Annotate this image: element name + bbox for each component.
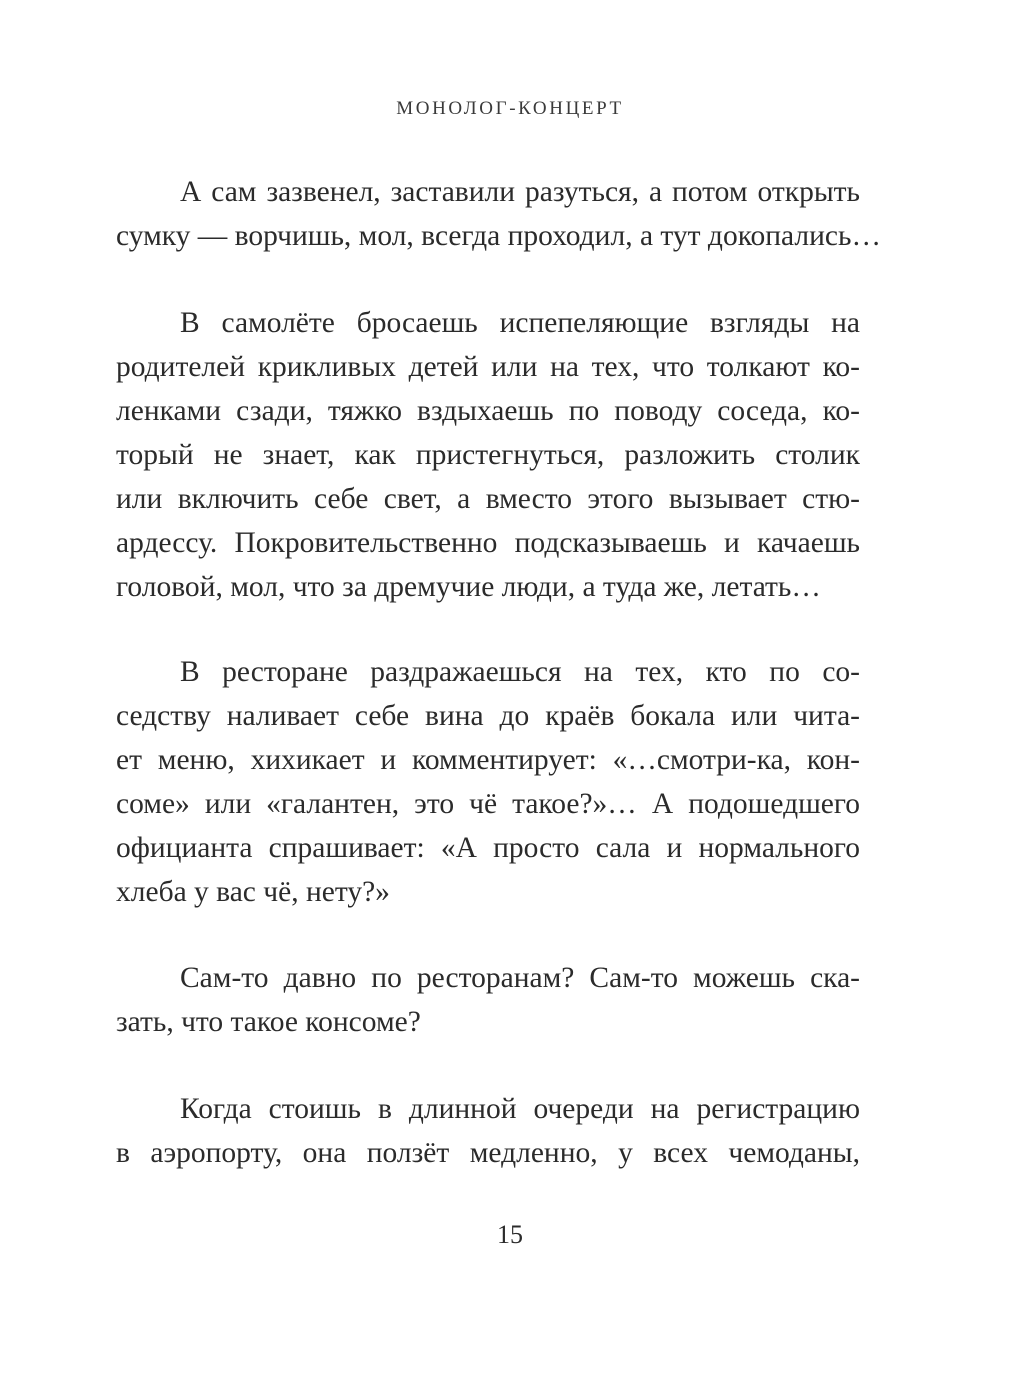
paragraph [116,1087,860,1175]
text-line: торый не знает, как пристегнуться, разложить столик [116,439,860,471]
text-line: ленками сзади, тяжко вздыхаешь по поводу соседа, ко- [116,395,860,427]
text-line: В самолёте бросаешь испепеляющие взгляды на [180,307,860,339]
text-line: сумку — ворчишь, мол, всегда проходил, а тут докопались… [116,220,881,252]
text-line: соме» или «галантен, это чё такое?»… А подошедшего [116,788,860,820]
text-line: головой, мол, что за дремучие люди, а туда же, летать… [116,571,821,603]
text-line: седству наливает себе вина до краёв бокала или чита- [116,700,860,732]
text-line: официанта спрашивает: «А просто сала и нормального [116,832,860,864]
paragraph [116,956,860,1044]
page-number: 15 [497,1220,523,1249]
running-head: МОНОЛОГ-КОНЦЕРТ [396,98,624,119]
text-line: ардессу. Покровительственно подсказываешь и качаешь [116,527,860,559]
text-line: или включить себе свет, а вместо этого вызывает стю- [116,483,860,515]
text-line: хлеба у вас чё, нету?» [116,876,390,908]
text-line: ет меню, хихикает и комментирует: «…смотри-ка, кон- [116,744,860,776]
paragraph [116,301,860,609]
text-line: Когда стоишь в длинной очереди на регистрацию [180,1093,860,1125]
text-line: А сам зазвенел, заставили разуться, а потом открыть [180,176,860,208]
text-line: В ресторане раздражаешься на тех, кто по со- [180,656,860,688]
text-line: зать, что такое консоме? [116,1006,421,1038]
paragraph [116,650,860,914]
text-line: Сам-то давно по ресторанам? Сам-то можешь ска- [180,962,860,994]
text-line: в аэропорту, она ползёт медленно, у всех чемоданы, [116,1137,860,1169]
text-line: родителей крикливых детей или на тех, что толкают ко- [116,351,860,383]
paragraph [116,170,881,258]
